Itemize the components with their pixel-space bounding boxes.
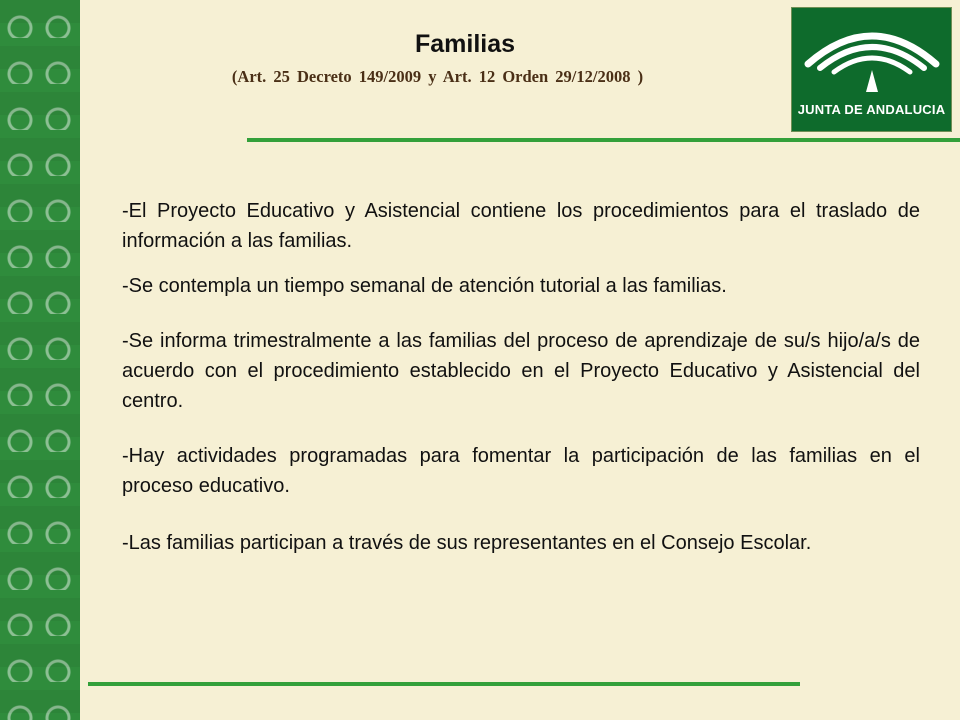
paragraph-5: -Las familias participan a través de sus representantes en el Consejo Escolar. (122, 532, 812, 554)
legal-reference-subtitle: (Art. 25 Decreto 149/2009 y Art. 12 Orden 29/12/2008 ) (231, 67, 644, 86)
junta-de-andalucia-logo (791, 7, 952, 132)
paragraph-3: -Se informa trimestralmente a las familias del proceso de aprendizaje de su/s hijo/a/s de acuerdo con el procedimiento establecido en el Proyecto Educativo y Asistencial del centro. (122, 330, 920, 412)
top-divider (247, 138, 960, 142)
paragraph-4: -Hay actividades programadas para fomentar la participación de las familias en el proceso educativo. (122, 445, 920, 497)
paragraph-1: -El Proyecto Educativo y Asistencial contiene los procedimientos para el traslado de información a las familias. (122, 200, 920, 252)
bottom-divider (88, 682, 800, 686)
decorative-sidebar (0, 0, 80, 720)
page-title: Familias (414, 30, 516, 58)
paragraph-2: -Se contempla un tiempo semanal de atención tutorial a las familias. (122, 275, 727, 297)
sidebar-pattern (0, 0, 80, 720)
main-content (122, 196, 920, 558)
logo-text: JUNTA DE ANDALUCIA (797, 102, 946, 117)
